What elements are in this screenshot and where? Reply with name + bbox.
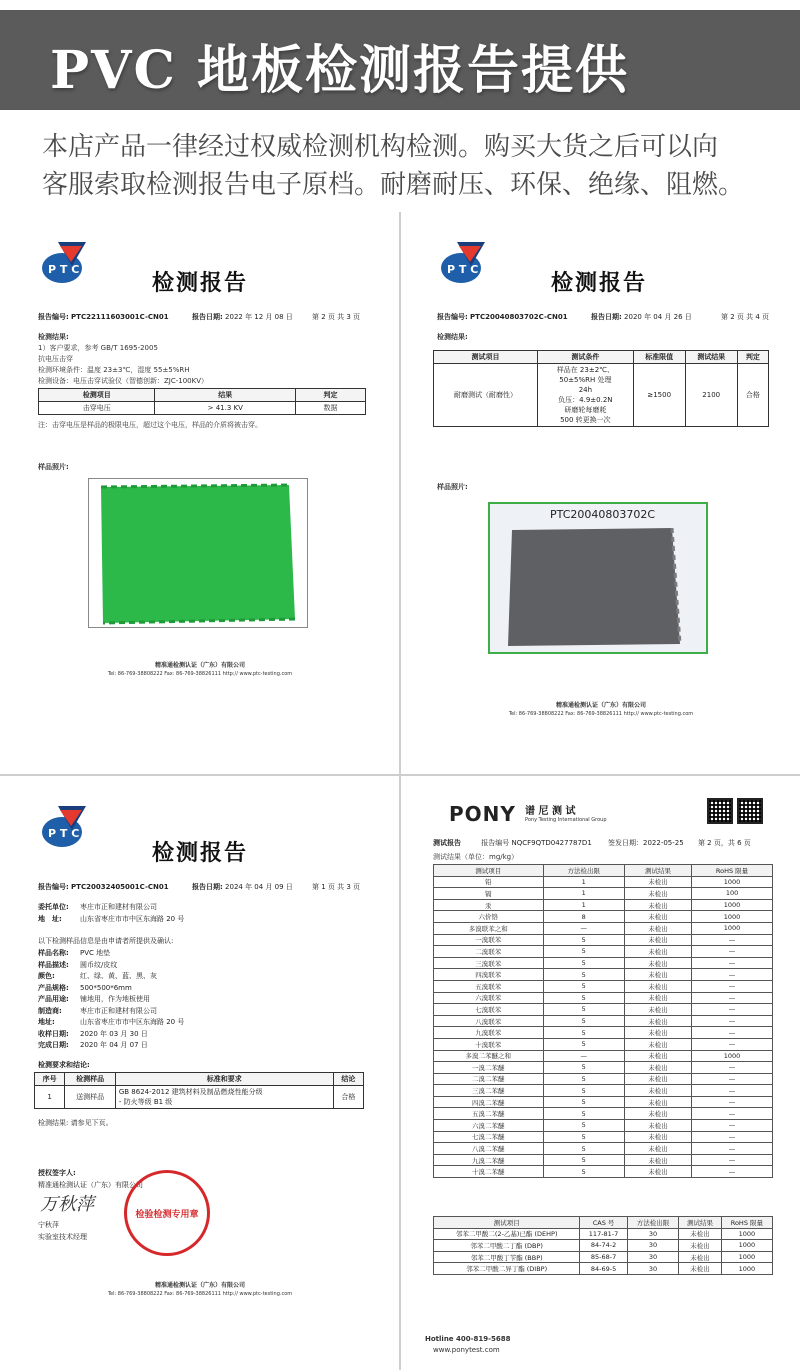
pony-brand-en: Pony Testing International Group — [525, 817, 607, 823]
unit-line: 测试结果（单位：mg/kg） — [433, 853, 519, 861]
table-row: 六溴二苯醚 5 未检出 — — [434, 1120, 773, 1132]
table-row: 六价铬 8 未检出 1000 — [434, 911, 773, 923]
report-date: 报告日期: 2022 年 12 月 08 日 — [192, 313, 293, 321]
table-row: 邻苯二甲酸二丁酯 (DBP) 84-74-2 30 未检出 1000 — [434, 1240, 773, 1252]
table-row: 邻苯二甲酸丁苄酯 (BBP) 85-68-7 30 未检出 1000 — [434, 1251, 773, 1263]
title-banner — [0, 10, 800, 110]
signer-name: 宁秋萍 — [38, 1221, 59, 1229]
report-number: 报告编号: PTC20032405001C-CN01 — [38, 883, 169, 891]
intro-line-2: 客服索取检测报告电子原档。耐磨耐压、环保、绝缘、阻燃。 — [42, 170, 745, 200]
client-info: 委托单位: 枣庄市正和建材有限公司 地 址: 山东省枣庄市市中区东海路 20 号 — [38, 903, 185, 923]
website: www.ponytest.com — [433, 1346, 500, 1354]
report-header: 测试报告 报告编号 NQCF9QTD0427787D1 签发日期：2022-05-25 第 2 页，共 6 页 — [433, 839, 751, 847]
qr-code-icon — [707, 798, 733, 824]
table-row: 四溴二苯醚 5 未检出 — — [434, 1096, 773, 1108]
table-row: 邻苯二甲酸二(2-乙基)已酯 (DEHP) 117-81-7 30 未检出 1000 — [434, 1228, 773, 1240]
table-row: 一溴二苯醚 5 未检出 — — [434, 1062, 773, 1074]
sample-field: 产品规格: 500*500*6mm — [38, 983, 132, 992]
results-table: 测试项目 测试条件 标准限值 测试结果 判定 耐磨测试（耐磨性） 样品在 23±2℃、 50±5%RH 处理 24h 负压：4.9±0.2N 研磨轮每磨耗 500 转更换一次 ≥1500 2100 合格 — [433, 350, 769, 427]
sample-field: 产品用途: 铺地用，作为地板使用 — [38, 995, 150, 1003]
table-row: 多溴二苯醚之和 — 未检出 1000 — [434, 1050, 773, 1062]
ptc-logo-icon — [437, 238, 491, 290]
table-row: 邻苯二甲酸二异丁酯 (DIBP) 84-69-5 30 未检出 1000 — [434, 1263, 773, 1275]
pony-logo: PONY — [449, 802, 516, 826]
svg-text:P T C: P T C — [447, 263, 479, 276]
page-number: 第 2 页 共 4 页 — [721, 313, 770, 321]
photo-label: 样品照片: — [38, 463, 69, 471]
table-row: 铅 1 未检出 1000 — [434, 876, 773, 888]
report-title: 检测报告 — [152, 841, 249, 866]
report-3 — [0, 776, 399, 1370]
rohs-metals-table: 测试项目 方法检出限 测试结果 RoHS 限量 铅 1 未检出 1000 镉 1 未检出 100 汞 1 未检出 1000 六价铬 8 未检出 1000 多溴联苯之和 — 未检出 1000 一溴联苯 5 未检出 — 二溴联苯 5 未检出 — 三溴联苯 5 未检出 — 四溴联苯 5 未检出 — 五溴联苯 5 未检出 — 六溴联苯 5 未检出 — 七溴联苯 5 未检出 — 八溴联苯 5 未检出 — 九溴联苯 5 未检出 — 十溴联苯 5 未检出 — 多溴二苯醚之和 — 未检出 1000 一溴二苯醚 5 未检出 — 二溴二苯醚 5 未检出 — 三溴二苯醚 5 未检出 — 四溴二苯醚 5 未检出 — 五溴二苯醚 5 未检出 — 六溴二苯醚 5 未检出 — 七溴二苯醚 5 未检出 — 八溴二苯醚 5 未检出 — 九溴二苯醚 5 未检出 — 十溴二苯醚 5 未检出 — — [433, 864, 773, 1178]
svg-text:P T C: P T C — [48, 827, 80, 840]
table-row: 五溴二苯醚 5 未检出 — — [434, 1108, 773, 1120]
results-table: 检测项目 结果 判定 击穿电压 > 41.3 KV 数据 — [38, 388, 366, 415]
sample-field: 收样日期: 2020 年 03 月 30 日 — [38, 1029, 148, 1038]
results-heading: 检测结果: — [437, 333, 468, 341]
green-tile-image — [89, 479, 307, 627]
table-row: 多溴联苯之和 — 未检出 1000 — [434, 922, 773, 934]
sample-field: 样品名称: PVC 地垫 — [38, 949, 111, 957]
signature: 万秋萍 — [40, 1194, 94, 1215]
results-line: 检测结果: 请参见下页。 — [38, 1119, 113, 1127]
report-date: 报告日期: 2020 年 04 月 26 日 — [591, 313, 692, 321]
signer-title: 实验室技术经理 — [38, 1233, 87, 1241]
table-row: 七溴联苯 5 未检出 — — [434, 1004, 773, 1016]
official-stamp: 检验检测专用章 — [124, 1170, 210, 1256]
qr-code-icon — [737, 798, 763, 824]
req-heading: 检测要求和结论: — [38, 1061, 90, 1069]
pony-brand-cn: 谱 尼 测 试 — [525, 806, 576, 817]
results-text: 1）客户要求，参考 GB/T 1695-2005 抗电压击穿 检测环境条件：温度 23±3℃，湿度 55±5%RH 检测设备：电压击穿试验仪（智德创新：ZJC-100KV） — [38, 344, 209, 385]
table-row: 六溴联苯 5 未检出 — — [434, 992, 773, 1004]
table-row: 七溴二苯醚 5 未检出 — — [434, 1131, 773, 1143]
report-title: 检测报告 — [152, 271, 249, 296]
table-row: 二溴联苯 5 未检出 — — [434, 946, 773, 958]
sample-intro: 以下检测样品信息是由申请者所提供及确认: — [38, 937, 174, 945]
footer: 精准通检测认证（广东）有限公司 Tel: 86-769-38808222 Fax: 86-769-38826111 http:// www.ptc-testing.com — [107, 662, 293, 677]
table-row: 九溴联苯 5 未检出 — — [434, 1027, 773, 1039]
signer-label: 授权签字人: — [38, 1169, 76, 1177]
sample-fields — [38, 948, 184, 1052]
hotline: Hotline 400-819-5688 — [425, 1335, 511, 1343]
svg-text:P T C: P T C — [48, 263, 80, 276]
sample-photo — [488, 502, 708, 654]
signer-org: 精准通检测认证（广东）有限公司 — [38, 1181, 143, 1189]
phthalates-table: 测试项目 CAS 号 方法检出限 测试结果 RoHS 限量 邻苯二甲酸二(2-乙基)已酯 (DEHP) 117-81-7 30 未检出 1000 邻苯二甲酸二丁酯 (DBP) 84-74-2 30 未检出 1000 邻苯二甲酸丁苄酯 (BBP) 85-68-7 30 未检出 1000 邻苯二甲酸二异丁酯 (DIBP) 84-69-5 30 未检出 1000 — [433, 1216, 773, 1275]
results-heading: 检测结果: — [38, 333, 69, 341]
sample-field: 颜色: 红、绿、黄、蓝、黑、灰 — [38, 972, 157, 980]
sample-field: 完成日期: 2020 年 04 月 07 日 — [38, 1041, 148, 1049]
page-number: 第 1 页 共 3 页 — [312, 883, 361, 891]
photo-label: 样品照片: — [437, 483, 468, 491]
table-row: 五溴联苯 5 未检出 — — [434, 980, 773, 992]
ptc-logo-icon — [38, 238, 92, 290]
report-grid — [0, 212, 800, 1370]
table-row: 镉 1 未检出 100 — [434, 888, 773, 900]
report-number: 报告编号: PTC22111603001C-CN01 — [38, 313, 169, 321]
table-row: 十溴联苯 5 未检出 — — [434, 1038, 773, 1050]
report-date: 报告日期: 2024 年 04 月 09 日 — [192, 883, 293, 891]
footer: 精准通检测认证（广东）有限公司 Tel: 86-769-38808222 Fax: 86-769-38826111 http:// www.ptc-testing.com — [508, 702, 694, 717]
report-number: 报告编号: PTC20040803702C-CN01 — [437, 313, 568, 321]
table-row: 一溴联苯 5 未检出 — — [434, 934, 773, 946]
conclusion-table: 序号 检测样品 标准和要求 结论 1 送测样品 GB 8624-2012 建筑材料及制品燃烧性能分级 - 防火等级 B1 级 合格 — [34, 1072, 364, 1109]
sample-field: 制造商: 枣庄市正和建材有限公司 — [38, 1006, 157, 1015]
page-title: PVC 地板检测报告提供 — [50, 40, 629, 101]
report-1 — [0, 212, 399, 774]
note: 注：击穿电压是样品的极限电压，超过这个电压，样品的介质将被击穿。 — [38, 421, 262, 429]
gray-tile-image — [490, 504, 706, 652]
sample-field: 地址: 山东省枣庄市市中区东海路 20 号 — [38, 1018, 185, 1026]
intro-line-1: 本店产品一律经过权威检测机构检测。购买大货之后可以向 — [42, 132, 719, 162]
report-title: 检测报告 — [551, 271, 648, 296]
table-row: 十溴二苯醚 5 未检出 — — [434, 1166, 773, 1178]
footer: 精准通检测认证（广东）有限公司 Tel: 86-769-38808222 Fax: 86-769-38826111 http:// www.ptc-testing.com — [107, 1282, 293, 1297]
table-row: 三溴联苯 5 未检出 — — [434, 957, 773, 969]
table-row: 四溴联苯 5 未检出 — — [434, 969, 773, 981]
table-row: 九溴二苯醚 5 未检出 — — [434, 1154, 773, 1166]
table-row: 八溴联苯 5 未检出 — — [434, 1015, 773, 1027]
intro-text — [42, 128, 782, 204]
table-row: 汞 1 未检出 1000 — [434, 899, 773, 911]
table-row: 二溴二苯醚 5 未检出 — — [434, 1073, 773, 1085]
sample-photo — [88, 478, 308, 628]
report-4 — [401, 776, 800, 1370]
table-row: 八溴二苯醚 5 未检出 — — [434, 1143, 773, 1155]
page-number: 第 2 页 共 3 页 — [312, 313, 361, 321]
report-2 — [401, 212, 800, 774]
photo-caption: PTC20040803702C — [550, 508, 656, 521]
table-row: 三溴二苯醚 5 未检出 — — [434, 1085, 773, 1097]
ptc-logo-icon — [38, 802, 92, 854]
sample-field: 样品描述: 圆币纹/皮纹 — [38, 960, 118, 969]
